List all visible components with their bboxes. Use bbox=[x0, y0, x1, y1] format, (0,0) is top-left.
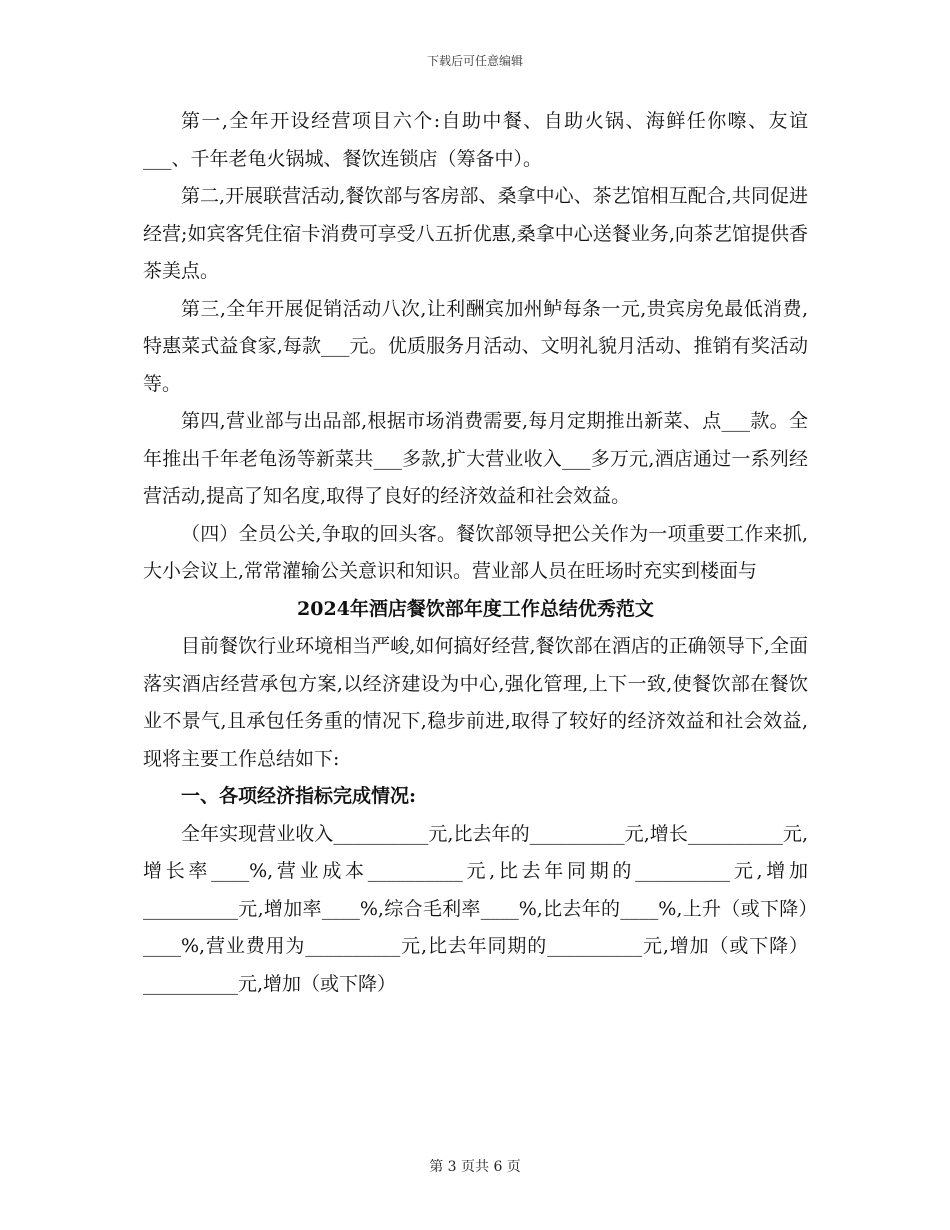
paragraph-indicators: 全年实现营业收入__________元,比去年的__________元,增长__________元,增长率____%,营业成本__________元,比去年同期的__________元,增加__________元,增加率____%,综合毛利率____%,比去年的____%,上升（或下降）____%,营业费用为__________元,比去年同期的__________元,增加（或下降）__________元,增加（或下降） bbox=[143, 822, 808, 995]
paragraph-item-3: 第三,全年开展促销活动八次,让利酬宾加州鲈每条一元,贵宾房免最低消费,特惠菜式益食家,每款___元。优质服务月活动、文明礼貌月活动、推销有奖活动等。 bbox=[143, 297, 808, 395]
page-number: 第 3 页共 6 页 bbox=[429, 1159, 521, 1175]
document-title: 2024年酒店餐饮部年度工作总结优秀范文 bbox=[297, 597, 654, 620]
paragraph-item-1: 第一,全年开设经营项目六个:自助中餐、自助火锅、海鲜任你嚓、友谊___、千年老龟火锅城、餐饮连锁店（筹备中）。 bbox=[143, 110, 808, 170]
paragraph-item-5: （四）全员公关,争取的回头客。餐饮部领导把公关作为一项重要工作来抓,大小会议上,常常灌输公关意识和知识。营业部人员在旺场时充实到楼面与 bbox=[143, 522, 808, 582]
section-heading: 一、各项经济指标完成情况: bbox=[181, 785, 417, 807]
document-body bbox=[143, 103, 808, 1003]
paragraph-item-4: 第四,营业部与出品部,根据市场消费需要,每月定期推出新菜、点___款。全年推出千年老龟汤等新菜共___多款,扩大营业收入___多万元,酒店通过一系列经营活动,提高了知名度,取得了良好的经济效益和社会效益。 bbox=[143, 410, 808, 507]
page-header-note: 下载后可任意编辑 bbox=[426, 54, 523, 68]
paragraph-intro: 目前餐饮行业环境相当严峻,如何搞好经营,餐饮部在酒店的正确领导下,全面落实酒店经营承包方案,以经济建设为中心,强化管理,上下一致,使餐饮部在餐饮业不景气,且承包任务重的情况下,稳步前进,取得了较好的经济效益和社会效益,现将主要工作总结如下: bbox=[143, 635, 808, 770]
paragraph-item-2: 第二,开展联营活动,餐饮部与客房部、桑拿中心、茶艺馆相互配合,共同促进经营;如宾客凭住宿卡消费可享受八五折优惠,桑拿中心送餐业务,向茶艺馆提供香茶美点。 bbox=[143, 185, 808, 282]
